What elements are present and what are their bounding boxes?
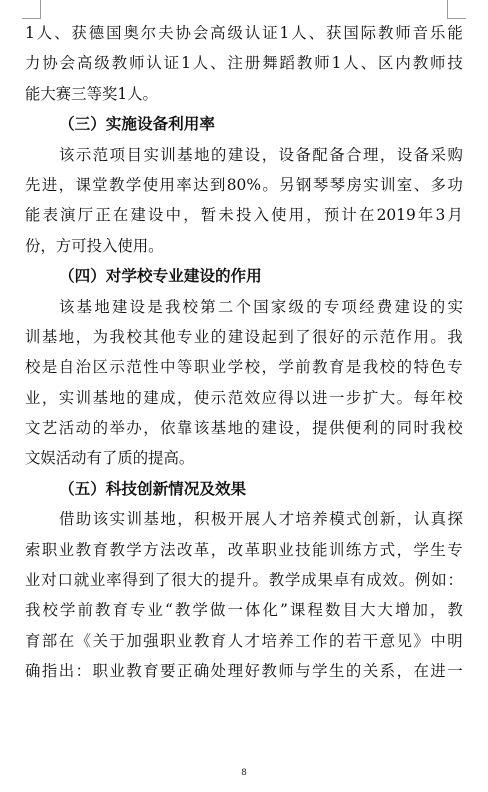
text-line: 份，方可投入使用。 xyxy=(25,236,164,255)
text-line: 索 职 业 教 育 教 学 方 法 改 革 ， 改 革 职 业 技 能 训 练 方 式 ， 学 生 专 xyxy=(25,540,463,559)
text-line: 先 进 ， 课 堂 教 学 使 用 率 达 到 80% 。 另 钢 琴 琴 房 实 训 室 、 多 功 xyxy=(25,175,463,194)
text-line: 1 人 、 获 德 国 奥 尔 夫 协 会 高 级 认 证 1 人 、 获 国 际 教 师 音 乐 能 xyxy=(25,24,463,42)
text-line: 确 指 出 ： 职 业 教 育 要 正 确 处 理 好 教 师 与 学 生 的 关 系 ， 在 进 一 xyxy=(25,662,463,681)
text-line: 能 表 演 厅 正 在 建 设 中 ， 暂 未 投 入 使 用 ， 预 计 在 2019 年 3 月 xyxy=(25,206,463,225)
crop-mark-top-left xyxy=(22,0,41,19)
section-heading: （五）科技创新情况及效果 xyxy=(59,479,247,498)
text-line: 校 是 自 治 区 示 范 性 中 等 职 业 学 校 ， 学 前 教 育 是 我 校 的 特 色 专 xyxy=(25,358,463,377)
text-line: 力 协 会 高 级 教 师 认 证 1 人 、 注 册 舞 蹈 教 师 1 人 、 区 内 教 师 技 xyxy=(25,54,463,73)
text-line: 借 助 该 实 训 基 地 ， 积 极 开 展 人 才 培 养 模 式 创 新 ， 认 真 探 xyxy=(59,510,463,529)
document-body xyxy=(25,18,463,687)
section-heading: （四）对学校专业建设的作用 xyxy=(59,267,262,286)
crop-mark-top-right xyxy=(447,0,466,19)
text-line: 训 基 地 ， 为 我 校 其 他 专 业 的 建 设 起 到 了 很 好 的 示 范 作 用 。 我 xyxy=(25,327,463,346)
text-line: 能大赛三等奖1人。 xyxy=(25,84,158,103)
text-line: 该 示 范 项 目 实 训 基 地 的 建 设 ， 设 备 配 备 合 理 ， 设 备 采 购 xyxy=(59,145,463,164)
text-line: 我 校 学 前 教 育 专 业 “ 教 学 做 一 体 化 ” 课 程 数 目 大 大 增 加 ， 教 xyxy=(25,601,463,620)
page-number: 8 xyxy=(241,768,247,778)
text-line: 业 对 口 就 业 率 得 到 了 很 大 的 提 升 。 教 学 成 果 卓 有 成 效 。 例 如 ： xyxy=(25,571,463,590)
text-line: 业 ， 实 训 基 地 的 建 成 ， 使 示 范 效 应 得 以 进 一 步 扩 大 。 每 年 校 xyxy=(25,388,463,407)
text-line: 文娱活动有了质的提高。 xyxy=(25,449,195,468)
text-line: 该 基 地 建 设 是 我 校 第 二 个 国 家 级 的 专 项 经 费 建 设 的 实 xyxy=(59,297,463,316)
section-heading: （三）实施设备利用率 xyxy=(59,115,215,134)
text-line: 育 部 在 《 关 于 加 强 职 业 教 育 人 才 培 养 工 作 的 若 干 意 见 》 中 明 xyxy=(25,631,463,650)
text-line: 文 艺 活 动 的 举 办 ， 依 靠 该 基 地 的 建 设 ， 提 供 便 利 的 同 时 我 校 xyxy=(25,419,463,438)
